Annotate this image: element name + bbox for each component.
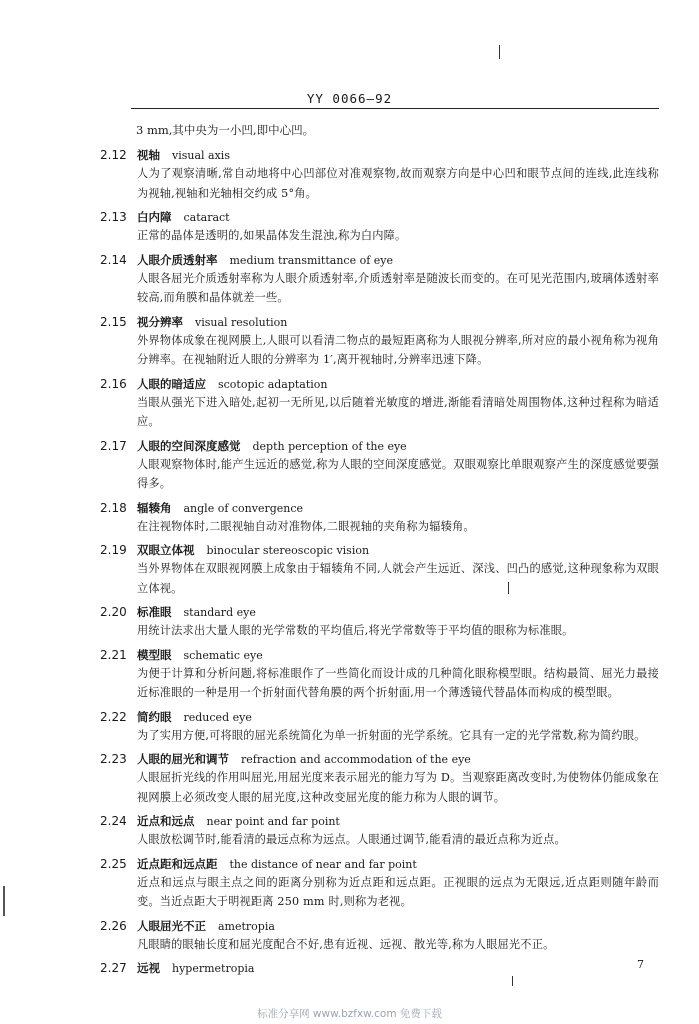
term-entry bbox=[0, 313, 699, 370]
term-chinese: 白内障 bbox=[137, 210, 172, 224]
term-english: cataract bbox=[183, 211, 230, 224]
term-english: near point and far point bbox=[206, 815, 340, 828]
term-title bbox=[137, 541, 699, 559]
term-title bbox=[137, 146, 699, 164]
term-english: refraction and accommodation of the eye bbox=[241, 753, 471, 766]
term-definition: 当眼从强光下进入暗处,起初一无所见,以后随着光敏度的增进,渐能看清暗处周围物体,这种过程称为暗适应。 bbox=[137, 395, 659, 428]
term-chinese: 远视 bbox=[137, 961, 160, 975]
term-entry bbox=[0, 541, 699, 598]
term-entry bbox=[0, 603, 699, 641]
term-number: 2.27 bbox=[100, 961, 127, 975]
standard-code-header: YY 0066—92 bbox=[306, 91, 393, 106]
term-title bbox=[137, 208, 699, 226]
term-title bbox=[137, 917, 699, 935]
term-entry bbox=[0, 499, 699, 537]
term-english: ametropia bbox=[218, 919, 275, 933]
term-list bbox=[0, 146, 699, 982]
continuation-text: 3 mm,其中央为一小凹,即中心凹。 bbox=[136, 123, 315, 137]
term-title bbox=[137, 646, 699, 664]
term-chinese: 辐辏角 bbox=[137, 500, 172, 515]
term-english: visual axis bbox=[172, 149, 230, 162]
term-entry bbox=[0, 375, 699, 432]
term-chinese: 人眼的暗适应 bbox=[137, 376, 206, 391]
term-title bbox=[137, 708, 699, 726]
term-definition: 人眼观察物体时,能产生远近的感觉,称为人眼的空间深度感觉。双眼观察比单眼观察产生的深度感觉要强得多。 bbox=[137, 457, 659, 490]
watermark-text: 标准分享网 www.bzfxw.com 免费下载 bbox=[257, 1008, 442, 1020]
term-definition: 在注视物体时,二眼视轴自动对准物体,二眼视轴的夹角称为辐辏角。 bbox=[137, 519, 475, 533]
term-number: 2.23 bbox=[100, 752, 127, 766]
term-number: 2.21 bbox=[100, 647, 127, 662]
term-entry bbox=[0, 917, 699, 955]
term-number: 2.14 bbox=[100, 252, 127, 267]
term-definition: 人眼放松调节时,能看清的最远点称为远点。人眼通过调节,能看清的最近点称为近点。 bbox=[137, 833, 566, 846]
term-english: the distance of near and far point bbox=[229, 857, 417, 871]
term-entry bbox=[0, 437, 699, 494]
term-chinese: 双眼立体视 bbox=[137, 543, 195, 557]
term-title bbox=[137, 375, 699, 393]
term-entry bbox=[0, 251, 699, 308]
term-title bbox=[137, 750, 699, 768]
term-number: 2.24 bbox=[100, 814, 127, 828]
term-number: 2.17 bbox=[100, 438, 127, 453]
term-definition: 用统计法求出大量人眼的光学常数的平均值后,将光学常数等于平均值的眼称为标准眼。 bbox=[137, 624, 574, 637]
term-chinese: 近点距和远点距 bbox=[137, 856, 218, 871]
term-definition: 当外界物体在双眼视网膜上成象由于辐辏角不同,人就会产生远近、深浅、凹凸的感觉,这种现象称为双眼立体视。 bbox=[137, 562, 659, 595]
term-english: binocular stereoscopic vision bbox=[206, 544, 370, 557]
term-title bbox=[137, 603, 699, 621]
term-chinese: 模型眼 bbox=[137, 647, 172, 662]
term-chinese: 视分辨率 bbox=[137, 314, 183, 329]
term-english: schematic eye bbox=[183, 648, 263, 662]
term-number: 2.19 bbox=[100, 543, 127, 557]
term-definition: 人眼屈折光线的作用叫屈光,用屈光度来表示屈光的能力写为 D。当观察距离改变时,为使物体仍能成象在视网膜上必须改变人眼的屈光度,这种改变屈光度的能力称为人眼的调节。 bbox=[137, 771, 659, 804]
term-english: standard eye bbox=[183, 606, 256, 619]
term-title bbox=[137, 499, 699, 517]
term-entry bbox=[0, 855, 699, 912]
term-chinese: 人眼屈光不正 bbox=[137, 918, 206, 933]
term-chinese: 人眼的屈光和调节 bbox=[137, 752, 229, 766]
page-number: 7 bbox=[637, 958, 644, 971]
term-number: 2.16 bbox=[100, 376, 127, 391]
term-title bbox=[137, 313, 699, 331]
term-english: visual resolution bbox=[195, 315, 288, 329]
term-number: 2.25 bbox=[100, 856, 127, 871]
term-entry bbox=[0, 646, 699, 703]
term-title bbox=[137, 959, 699, 977]
term-english: angle of convergence bbox=[183, 501, 304, 515]
term-number: 2.15 bbox=[100, 314, 127, 329]
term-title bbox=[137, 251, 699, 269]
term-entry bbox=[0, 812, 699, 850]
term-chinese: 人眼介质透射率 bbox=[137, 252, 218, 267]
term-chinese: 视轴 bbox=[137, 148, 160, 162]
term-english: scotopic adaptation bbox=[218, 377, 328, 391]
term-entry bbox=[0, 750, 699, 807]
term-definition: 近点和远点与眼主点之间的距离分别称为近点距和远点距。正视眼的远点为无限远,近点距则随年龄而变。当近点距大于明视距离 250 mm 时,则称为老视。 bbox=[137, 875, 659, 908]
term-number: 2.26 bbox=[100, 918, 127, 933]
term-entry bbox=[0, 146, 699, 203]
scan-artifact bbox=[499, 45, 500, 59]
term-definition: 正常的晶体是透明的,如果晶体发生混浊,称为白内障。 bbox=[137, 229, 407, 242]
term-definition: 人为了观察清晰,常自动地将中心凹部位对准观察物,故而观察方向是中心凹和眼节点间的连线,此连线称为视轴,视轴和光轴相交约成 5°角。 bbox=[137, 167, 659, 200]
term-english: reduced eye bbox=[183, 710, 252, 724]
term-number: 2.20 bbox=[100, 605, 127, 619]
term-title bbox=[137, 437, 699, 455]
term-definition: 为了实用方便,可将眼的屈光系统简化为单一折射面的光学系统。它具有一定的光学常数,称为简约眼。 bbox=[137, 728, 646, 742]
term-definition: 人眼各屈光介质透射率称为人眼介质透射率,介质透射率是随波长而变的。在可见光范围内,玻璃体透射率较高,而角膜和晶体就差一些。 bbox=[137, 271, 659, 304]
term-definition: 外界物体成象在视网膜上,人眼可以看清二物点的最短距离称为人眼视分辨率,所对应的最小视角称为视角分辨率。在视轴附近人眼的分辨率为 1′,离开视轴时,分辨率迅速下降。 bbox=[137, 333, 659, 366]
term-number: 2.18 bbox=[100, 500, 127, 515]
term-number: 2.13 bbox=[100, 210, 127, 224]
term-definition: 为便于计算和分析问题,将标准眼作了一些简化而设计成的几种简化眼称模型眼。结构最简、屈光力最接近标准眼的一种是用一个折射面代替角膜的两个折射面,用一个薄透镜代替晶体而构成的模型眼。 bbox=[137, 666, 659, 699]
term-chinese: 简约眼 bbox=[137, 709, 172, 724]
term-english: depth perception of the eye bbox=[252, 439, 407, 453]
term-entry bbox=[0, 959, 699, 977]
term-english: medium transmittance of eye bbox=[229, 253, 394, 267]
term-title bbox=[137, 855, 699, 873]
header-rule bbox=[131, 108, 659, 109]
term-definition: 凡眼睛的眼轴长度和屈光度配合不好,患有近视、远视、散光等,称为人眼屈光不正。 bbox=[137, 937, 555, 951]
term-entry bbox=[0, 208, 699, 246]
term-number: 2.22 bbox=[100, 709, 127, 724]
term-entry bbox=[0, 708, 699, 746]
term-chinese: 近点和远点 bbox=[137, 814, 195, 828]
term-number: 2.12 bbox=[100, 148, 127, 162]
term-chinese: 人眼的空间深度感觉 bbox=[137, 438, 241, 453]
term-english: hypermetropia bbox=[172, 962, 255, 975]
term-title bbox=[137, 812, 699, 830]
term-chinese: 标准眼 bbox=[137, 605, 172, 619]
